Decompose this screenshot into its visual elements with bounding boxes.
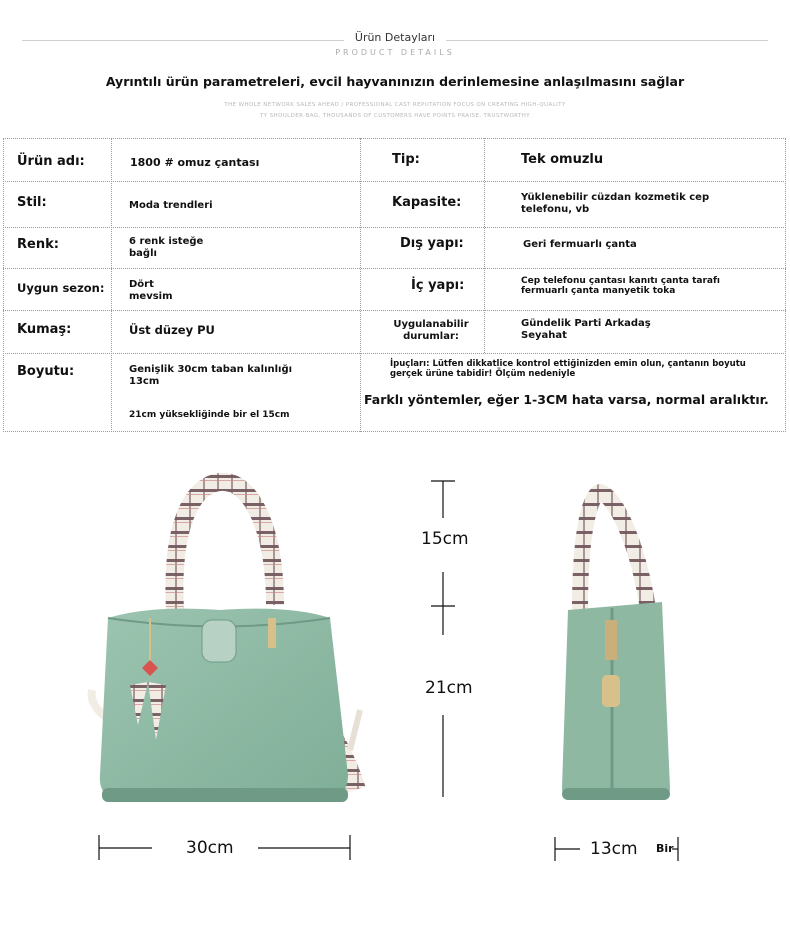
tip-text: İpuçları: Lütfen dikkatlice kontrol ettiğinizden emin olun, çantanın boyutu gerçek ürüne tabidir! Ölçüm nedeniyle [390,359,746,379]
depth-label: 13cm [590,839,638,859]
fabric-label: Kumaş: [17,322,72,337]
section-description: Ayrıntılı ürün parametreleri, evcil hayvanınızın derinlemesine anlaşılmasını sağlar [105,74,685,89]
inner-label: İç yapı: [411,278,465,293]
type-label: Tip: [392,152,420,167]
extra-label: Bir [656,842,674,855]
season-label: Uygun sezon: [17,281,105,295]
size-value-2: 21cm yüksekliğinde bir el 15cm [129,410,290,420]
capacity-label: Kapasite: [392,195,462,210]
occasion-label: Uygulanabilir durumlar: [393,319,469,342]
name-label: Ürün adı: [17,154,85,169]
color-label: Renk: [17,237,59,252]
capacity-value: Yüklenebilir cüzdan kozmetik cep telefonu, vb [521,192,710,215]
season-value: Dört mevsim [129,279,173,302]
fabric-value: Üst düzey PU [129,323,215,337]
size-label: Boyutu: [17,364,75,379]
size-value-1: Genişlik 30cm taban kalınlığı 13cm [129,364,293,387]
outer-value: Geri fermuarlı çanta [523,239,637,250]
style-value: Moda trendleri [129,200,213,211]
width-label: 30cm [186,838,234,858]
type-value: Tek omuzlu [521,152,604,167]
handle-height-label: 15cm [421,529,469,549]
fine-print-1: THE WHOLE NETWORK SALES AHEAD / PROFESSIONAL CAST REPUTATION FOCUS ON CREATING HIGH-QUALITY [224,102,566,108]
section-title: Ürün Detayları [354,31,436,44]
inner-value: Cep telefonu çantası kanıtı çanta tarafı fermuarlı çanta manyetik toka [521,276,720,297]
outer-label: Dış yapı: [400,236,464,251]
color-value: 6 renk isteğe bağlı [129,236,204,259]
section-subtitle: PRODUCT DETAILS [335,48,455,57]
fine-print-2: TY SHOULDER BAG, THOUSANDS OF CUSTOMERS HAVE POINTS PRAISE, TRUSTWORTHY [259,113,531,119]
name-value: 1800 # omuz çantası [130,156,260,169]
occasion-value: Gündelik Parti Arkadaş Seyahat [521,318,651,341]
body-height-label: 21cm [425,678,473,698]
tip-text-2: Farklı yöntemler, eğer 1-3CM hata varsa, normal aralıktır. [364,392,769,407]
style-label: Stil: [17,195,47,210]
